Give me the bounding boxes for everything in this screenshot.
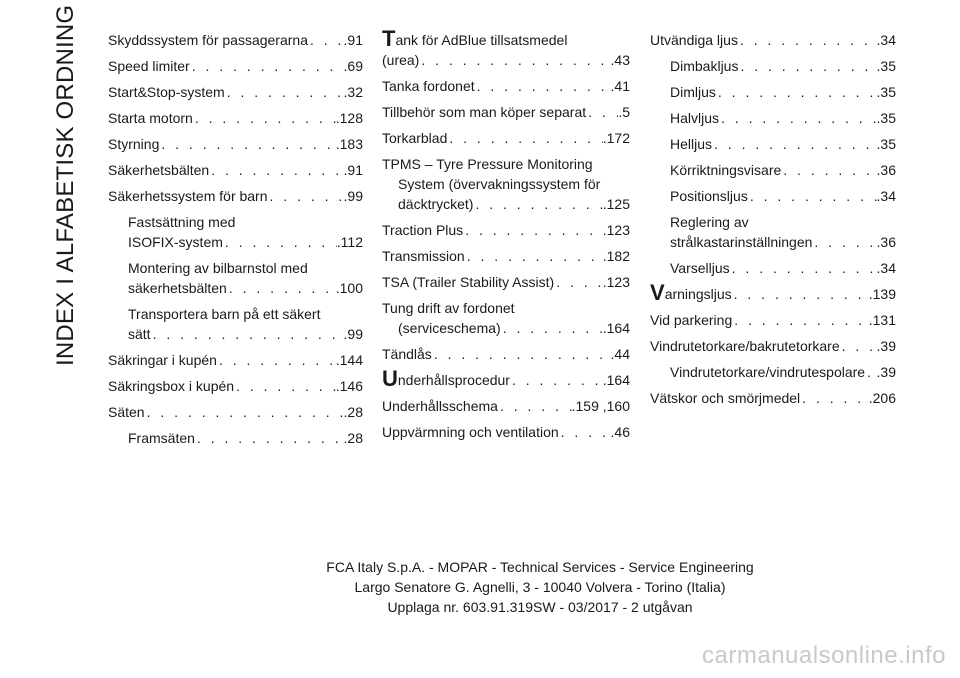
dot-leader	[719, 108, 877, 128]
entry-title-text: Torkarblad	[382, 130, 448, 146]
index-entry	[382, 154, 630, 214]
entry-text-line: System (övervakningssystem för	[398, 176, 601, 192]
page-number: .183	[335, 136, 363, 152]
entry-title-text: Tanka fordonet	[382, 78, 475, 94]
index-entry	[650, 30, 896, 50]
entry-title	[382, 246, 465, 266]
index-entry	[108, 134, 363, 154]
entry-row	[108, 350, 363, 370]
entry-row	[382, 102, 630, 122]
entry-first-line	[382, 154, 630, 174]
page-number: .128	[335, 110, 363, 126]
entry-title	[382, 272, 554, 292]
index-entry	[108, 258, 363, 298]
page-number: .159 ,160	[571, 398, 630, 414]
dot-leader	[559, 422, 611, 442]
entry-title-text: Varselljus	[670, 260, 730, 276]
entry-title	[108, 186, 268, 206]
entry-title	[382, 396, 498, 416]
entry-title	[108, 30, 308, 50]
index-entry	[382, 422, 630, 442]
watermark: carmanualsonline.info	[702, 642, 946, 669]
entry-row	[108, 186, 363, 206]
page-number: .32	[343, 84, 363, 100]
page-number: .35	[876, 58, 896, 74]
entry-title-text: Vindrutetorkare/bakrutetorkare	[650, 338, 840, 354]
entry-title	[108, 376, 234, 396]
entry-title	[108, 402, 145, 422]
page-number: .35	[876, 110, 896, 126]
dot-leader	[781, 160, 876, 180]
entry-title-text: Säkerhetssystem för barn	[108, 188, 268, 204]
index-entry	[382, 76, 630, 96]
index-entry	[108, 350, 363, 370]
entry-row	[650, 388, 896, 408]
entry-title	[650, 280, 732, 305]
dot-leader	[227, 278, 336, 298]
entry-title-text: Speed limiter	[108, 58, 190, 74]
dot-leader	[730, 258, 877, 278]
index-entry	[382, 128, 630, 148]
dot-leader	[738, 30, 877, 50]
index-entry	[108, 108, 363, 128]
entry-title	[382, 220, 463, 240]
dot-leader	[716, 82, 877, 102]
entry-title	[128, 278, 227, 298]
page-number: .35	[876, 84, 896, 100]
dot-leader	[510, 370, 603, 390]
entry-title	[670, 186, 748, 206]
entry-title	[398, 194, 473, 214]
entry-row	[670, 134, 896, 154]
entry-row	[650, 310, 896, 330]
entry-title-text: Positionsljus	[670, 188, 748, 204]
page-number: .164	[602, 320, 630, 336]
dot-leader	[217, 350, 336, 370]
index-entry	[650, 82, 896, 102]
dot-leader	[501, 318, 603, 338]
dot-leader	[151, 324, 344, 344]
page-number: .146	[335, 378, 363, 394]
dot-leader	[223, 232, 337, 252]
entry-title-text: däcktrycket)	[398, 196, 474, 212]
entry-title	[108, 134, 159, 154]
dot-leader	[732, 310, 869, 330]
entry-row	[382, 128, 630, 148]
dot-leader	[554, 272, 603, 292]
entry-title	[670, 56, 738, 76]
entry-title-text: arningsljus	[664, 286, 732, 302]
page-number: .91	[343, 162, 363, 178]
publisher-footer	[240, 557, 840, 617]
index-column-1	[108, 30, 363, 454]
entry-row	[108, 402, 363, 422]
index-entry	[108, 56, 363, 76]
entry-text-line: Fastsättning med	[128, 214, 236, 230]
entry-row	[382, 50, 630, 70]
dot-leader	[308, 30, 344, 50]
entry-title	[382, 76, 475, 96]
index-entry	[382, 344, 630, 364]
page-number: .44	[610, 346, 630, 362]
entry-title-text: Underhållsschema	[382, 398, 498, 414]
dot-leader	[748, 186, 877, 206]
entry-text-line: Tung drift av fordonet	[382, 300, 515, 316]
entry-title	[382, 102, 586, 122]
footer-line-2: Largo Senatore G. Agnelli, 3 - 10040 Volvera - Torino (Italia)	[354, 579, 726, 595]
entry-title	[650, 388, 800, 408]
index-entry	[108, 376, 363, 396]
index-entry	[382, 26, 630, 70]
dot-leader	[419, 50, 610, 70]
entry-title-text: Säten	[108, 404, 145, 420]
entry-title	[108, 160, 209, 180]
entry-title	[128, 324, 151, 344]
page-number: .35	[876, 136, 896, 152]
entry-title-text: Tändlås	[382, 346, 432, 362]
page-number: .34	[876, 32, 896, 48]
index-entry	[650, 336, 896, 356]
entry-first-line	[128, 304, 363, 324]
entry-first-line	[670, 212, 896, 232]
entry-text-line: Transportera barn på ett säkert	[128, 306, 321, 322]
entry-title-text: Dimbakljus	[670, 58, 739, 74]
entry-row	[382, 344, 630, 364]
entry-title-text: nderhållsprocedur	[397, 372, 510, 388]
dot-leader	[159, 134, 335, 154]
section-title: INDEX I ALFABETISK ORDNING	[52, 4, 79, 366]
index-entry	[650, 160, 896, 180]
entry-row	[382, 396, 630, 416]
page-number: .112	[336, 234, 363, 250]
index-entry	[108, 82, 363, 102]
index-entry	[108, 212, 363, 252]
index-entry	[382, 272, 630, 292]
dot-leader	[463, 220, 603, 240]
entry-title	[108, 56, 190, 76]
entry-title-text: Utvändiga ljus	[650, 32, 738, 48]
page-number: .28	[343, 430, 363, 446]
page-number: .131	[868, 312, 896, 328]
entry-title	[670, 362, 865, 382]
entry-row	[670, 186, 896, 206]
dot-leader	[473, 194, 602, 214]
entry-title	[382, 50, 419, 70]
index-entry	[108, 304, 363, 344]
page-number: .46	[610, 424, 630, 440]
entry-title-text: ISOFIX-system	[128, 234, 223, 250]
dot-leader	[234, 376, 336, 396]
entry-title	[382, 344, 432, 364]
entry-row	[382, 422, 630, 442]
page-number: .36	[876, 162, 896, 178]
entry-title	[650, 30, 738, 50]
entry-title	[670, 160, 781, 180]
dot-leader	[812, 232, 876, 252]
entry-title-text: Vindrutetorkare/vindrutespolare	[670, 364, 866, 380]
entry-row	[128, 232, 363, 252]
dot-leader	[209, 160, 343, 180]
page-number: .164	[602, 372, 630, 388]
entry-title	[650, 310, 732, 330]
page-number: .123	[602, 274, 630, 290]
entry-row	[108, 376, 363, 396]
entry-title	[670, 82, 716, 102]
index-entry	[382, 298, 630, 338]
entry-title-text: Vätskor och smörjmedel	[650, 390, 801, 406]
section-title-vertical	[52, 4, 80, 366]
page-number: .123	[602, 222, 630, 238]
entry-text-line: Reglering av	[670, 214, 749, 230]
entry-title-text: Start&Stop-system	[108, 84, 225, 100]
index-entry	[382, 220, 630, 240]
page-number: .100	[335, 280, 363, 296]
dot-leader	[447, 128, 602, 148]
page-number: .182	[602, 248, 630, 264]
dot-leader	[225, 82, 344, 102]
index-entry	[382, 246, 630, 266]
page-number: .91	[343, 32, 363, 48]
entry-first-line	[128, 258, 363, 278]
entry-row	[382, 318, 630, 338]
entry-title-text: Traction Plus	[382, 222, 464, 238]
index-entry	[650, 388, 896, 408]
index-entry	[650, 56, 896, 76]
entry-text-line: ank för AdBlue tillsatsmedel	[395, 32, 568, 48]
index-entry	[650, 186, 896, 206]
index-entry	[382, 396, 630, 416]
entry-title-text: Tillbehör som man köper separat	[382, 104, 587, 120]
entry-title	[108, 82, 225, 102]
entry-row	[670, 232, 896, 252]
dot-leader	[475, 76, 611, 96]
entry-first-line	[382, 298, 630, 318]
entry-title-text: Helljus	[670, 136, 713, 152]
entry-row	[382, 76, 630, 96]
index-entry	[650, 108, 896, 128]
entry-title-text: Styrning	[108, 136, 160, 152]
entry-title-text: säkerhetsbälten	[128, 280, 227, 296]
entry-title	[670, 108, 719, 128]
index-entry	[650, 280, 896, 305]
entry-title	[382, 128, 447, 148]
entry-title-text: Uppvärmning och ventilation	[382, 424, 559, 440]
entry-row	[650, 30, 896, 50]
entry-title-text: Skyddssystem för passagerarna	[108, 32, 308, 48]
entry-second-line	[382, 174, 630, 194]
dot-leader	[498, 396, 572, 416]
entry-row	[670, 160, 896, 180]
entry-row	[108, 30, 363, 50]
index-entry	[382, 102, 630, 122]
page-number: .125	[602, 196, 630, 212]
dot-leader	[865, 362, 876, 382]
index-entry	[650, 134, 896, 154]
page-number: .36	[876, 234, 896, 250]
entry-title	[108, 350, 217, 370]
index-entry	[108, 186, 363, 206]
footer-line-1: FCA Italy S.p.A. - MOPAR - Technical Services - Service Engineering	[326, 559, 754, 575]
entry-title	[398, 318, 501, 338]
dot-leader	[193, 108, 336, 128]
page-number: .139	[868, 286, 896, 302]
dot-leader	[586, 102, 618, 122]
entry-title-text: Körriktningsvisare	[670, 162, 782, 178]
dot-leader	[190, 56, 344, 76]
entry-row	[128, 428, 363, 448]
entry-title-text: sätt	[128, 326, 151, 342]
page-number: .28	[343, 404, 363, 420]
page-number: .99	[343, 326, 363, 342]
entry-title-text: Framsäten	[128, 430, 195, 446]
index-entry	[650, 212, 896, 252]
entry-title	[650, 336, 840, 356]
page-number: .172	[602, 130, 630, 146]
page-number: .41	[610, 78, 630, 94]
index-column-2	[382, 26, 630, 448]
entry-title-text: strålkastarinställningen	[670, 234, 813, 250]
entry-row	[670, 258, 896, 278]
page-number: .34	[876, 188, 896, 204]
entry-text-line: TPMS – Tyre Pressure Monitoring	[382, 156, 593, 172]
entry-title	[108, 108, 193, 128]
section-letter: V	[650, 280, 665, 305]
entry-title-text: TSA (Trailer Stability Assist)	[382, 274, 555, 290]
entry-row	[108, 108, 363, 128]
page-number: .5	[618, 104, 630, 120]
entry-row	[382, 194, 630, 214]
dot-leader	[195, 428, 344, 448]
dot-leader	[800, 388, 869, 408]
entry-first-line	[382, 26, 630, 51]
index-entry	[382, 366, 630, 391]
entry-title-text: Säkringsbox i kupén	[108, 378, 235, 394]
dot-leader	[738, 56, 876, 76]
index-entry	[108, 428, 363, 448]
entry-title-text: Halvljus	[670, 110, 720, 126]
entry-row	[650, 280, 896, 305]
page-number: .206	[868, 390, 896, 406]
entry-title-text: Transmission	[382, 248, 465, 264]
section-letter: T	[382, 26, 396, 51]
entry-row	[108, 134, 363, 154]
page-number: .69	[343, 58, 363, 74]
page-number: .144	[335, 352, 363, 368]
entry-title-text: Vid parkering	[650, 312, 733, 328]
dot-leader	[268, 186, 344, 206]
entry-row	[108, 56, 363, 76]
index-entry	[650, 310, 896, 330]
dot-leader	[840, 336, 877, 356]
entry-title	[128, 428, 195, 448]
index-entry	[108, 160, 363, 180]
entry-title	[670, 134, 712, 154]
entry-text-line: Montering av bilbarnstol med	[128, 260, 308, 276]
entry-title	[670, 232, 812, 252]
page-number: .34	[876, 260, 896, 276]
entry-title-text: Säkringar i kupén	[108, 352, 217, 368]
entry-row	[670, 108, 896, 128]
dot-leader	[465, 246, 603, 266]
entry-title	[382, 366, 510, 391]
entry-row	[670, 362, 896, 382]
section-letter: U	[382, 366, 398, 391]
index-column-3	[650, 30, 896, 414]
entry-row	[670, 82, 896, 102]
entry-row	[382, 366, 630, 391]
dot-leader	[145, 402, 344, 422]
index-entry	[108, 30, 363, 50]
entry-title	[128, 232, 223, 252]
entry-row	[108, 160, 363, 180]
entry-row	[128, 278, 363, 298]
index-entry	[108, 402, 363, 422]
entry-row	[650, 336, 896, 356]
entry-row	[382, 272, 630, 292]
page-number: .43	[610, 52, 630, 68]
index-entry	[650, 258, 896, 278]
dot-leader	[432, 344, 611, 364]
entry-row	[128, 324, 363, 344]
entry-row	[382, 220, 630, 240]
entry-title	[382, 422, 559, 442]
dot-leader	[732, 284, 869, 304]
page-number: .39	[876, 338, 896, 354]
index-entry	[650, 362, 896, 382]
entry-first-line	[128, 212, 363, 232]
entry-title-text: Säkerhetsbälten	[108, 162, 210, 178]
page-number: .99	[343, 188, 363, 204]
entry-row	[382, 246, 630, 266]
entry-title	[670, 258, 730, 278]
entry-title-text: Starta motorn	[108, 110, 193, 126]
entry-row	[108, 82, 363, 102]
entry-row	[670, 56, 896, 76]
entry-title-text: Dimljus	[670, 84, 716, 100]
entry-title-text: (serviceschema)	[398, 320, 501, 336]
dot-leader	[712, 134, 877, 154]
entry-title-text: (urea)	[382, 52, 420, 68]
footer-line-3: Upplaga nr. 603.91.319SW - 03/2017 - 2 utgåvan	[387, 599, 693, 615]
page-number: .39	[876, 364, 896, 380]
